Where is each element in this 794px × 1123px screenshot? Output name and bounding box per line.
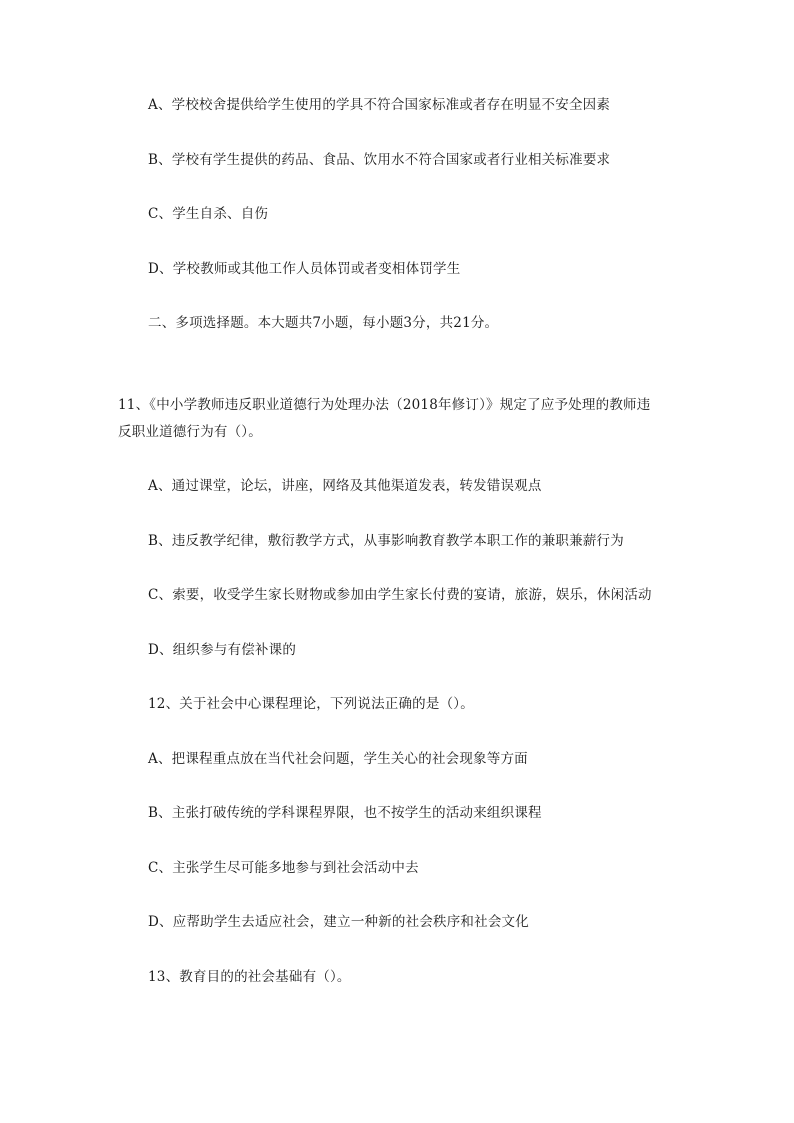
question-11-line-2: 反职业道德行为有（）。 [118,424,262,440]
question-11-option-b: B、违反教学纪律，敷衍教学方式，从事影响教育教学本职工作的兼职兼薪行为 [148,533,624,549]
question-13: 13、教育目的的社会基础有（）。 [148,969,351,985]
question-12-option-b: B、主张打破传统的学科课程界限，也不按学生的活动来组织课程 [148,805,542,821]
question-12-option-d: D、应帮助学生去适应社会，建立一种新的社会秩序和社会文化 [148,914,529,930]
option-d-corporal-punishment: D、学校教师或其他工作人员体罚或者变相体罚学生 [148,261,461,277]
question-11-option-a: A、通过课堂，论坛，讲座，网络及其他渠道发表，转发错误观点 [148,478,542,494]
question-11-option-c: C、索要，收受学生家长财物或参加由学生家长付费的宴请，旅游，娱乐，休闲活动 [148,587,652,603]
question-12: 12、关于社会中心课程理论，下列说法正确的是（）。 [148,696,474,712]
section-heading-multiple-choice: 二、多项选择题。本大题共7小题，每小题3分，共21分。 [148,315,499,331]
question-12-option-c: C、主张学生尽可能多地参与到社会活动中去 [148,860,419,876]
question-11-option-d: D、组织参与有偿补课的 [148,642,297,658]
question-11-line-1: 11、《中小学教师违反职业道德行为处理办法（2018年修订）》规定了应予处理的教师违 [118,397,651,413]
question-12-option-a: A、把课程重点放在当代社会问题，学生关心的社会现象等方面 [148,751,528,767]
option-a-school-facilities: A、学校校舍提供给学生使用的学具不符合国家标准或者存在明显不安全因素 [148,97,611,113]
option-b-school-supplies: B、学校有学生提供的药品、食品、饮用水不符合国家或者行业相关标准要求 [148,152,611,168]
option-c-student-self-harm: C、学生自杀、自伤 [148,206,269,222]
